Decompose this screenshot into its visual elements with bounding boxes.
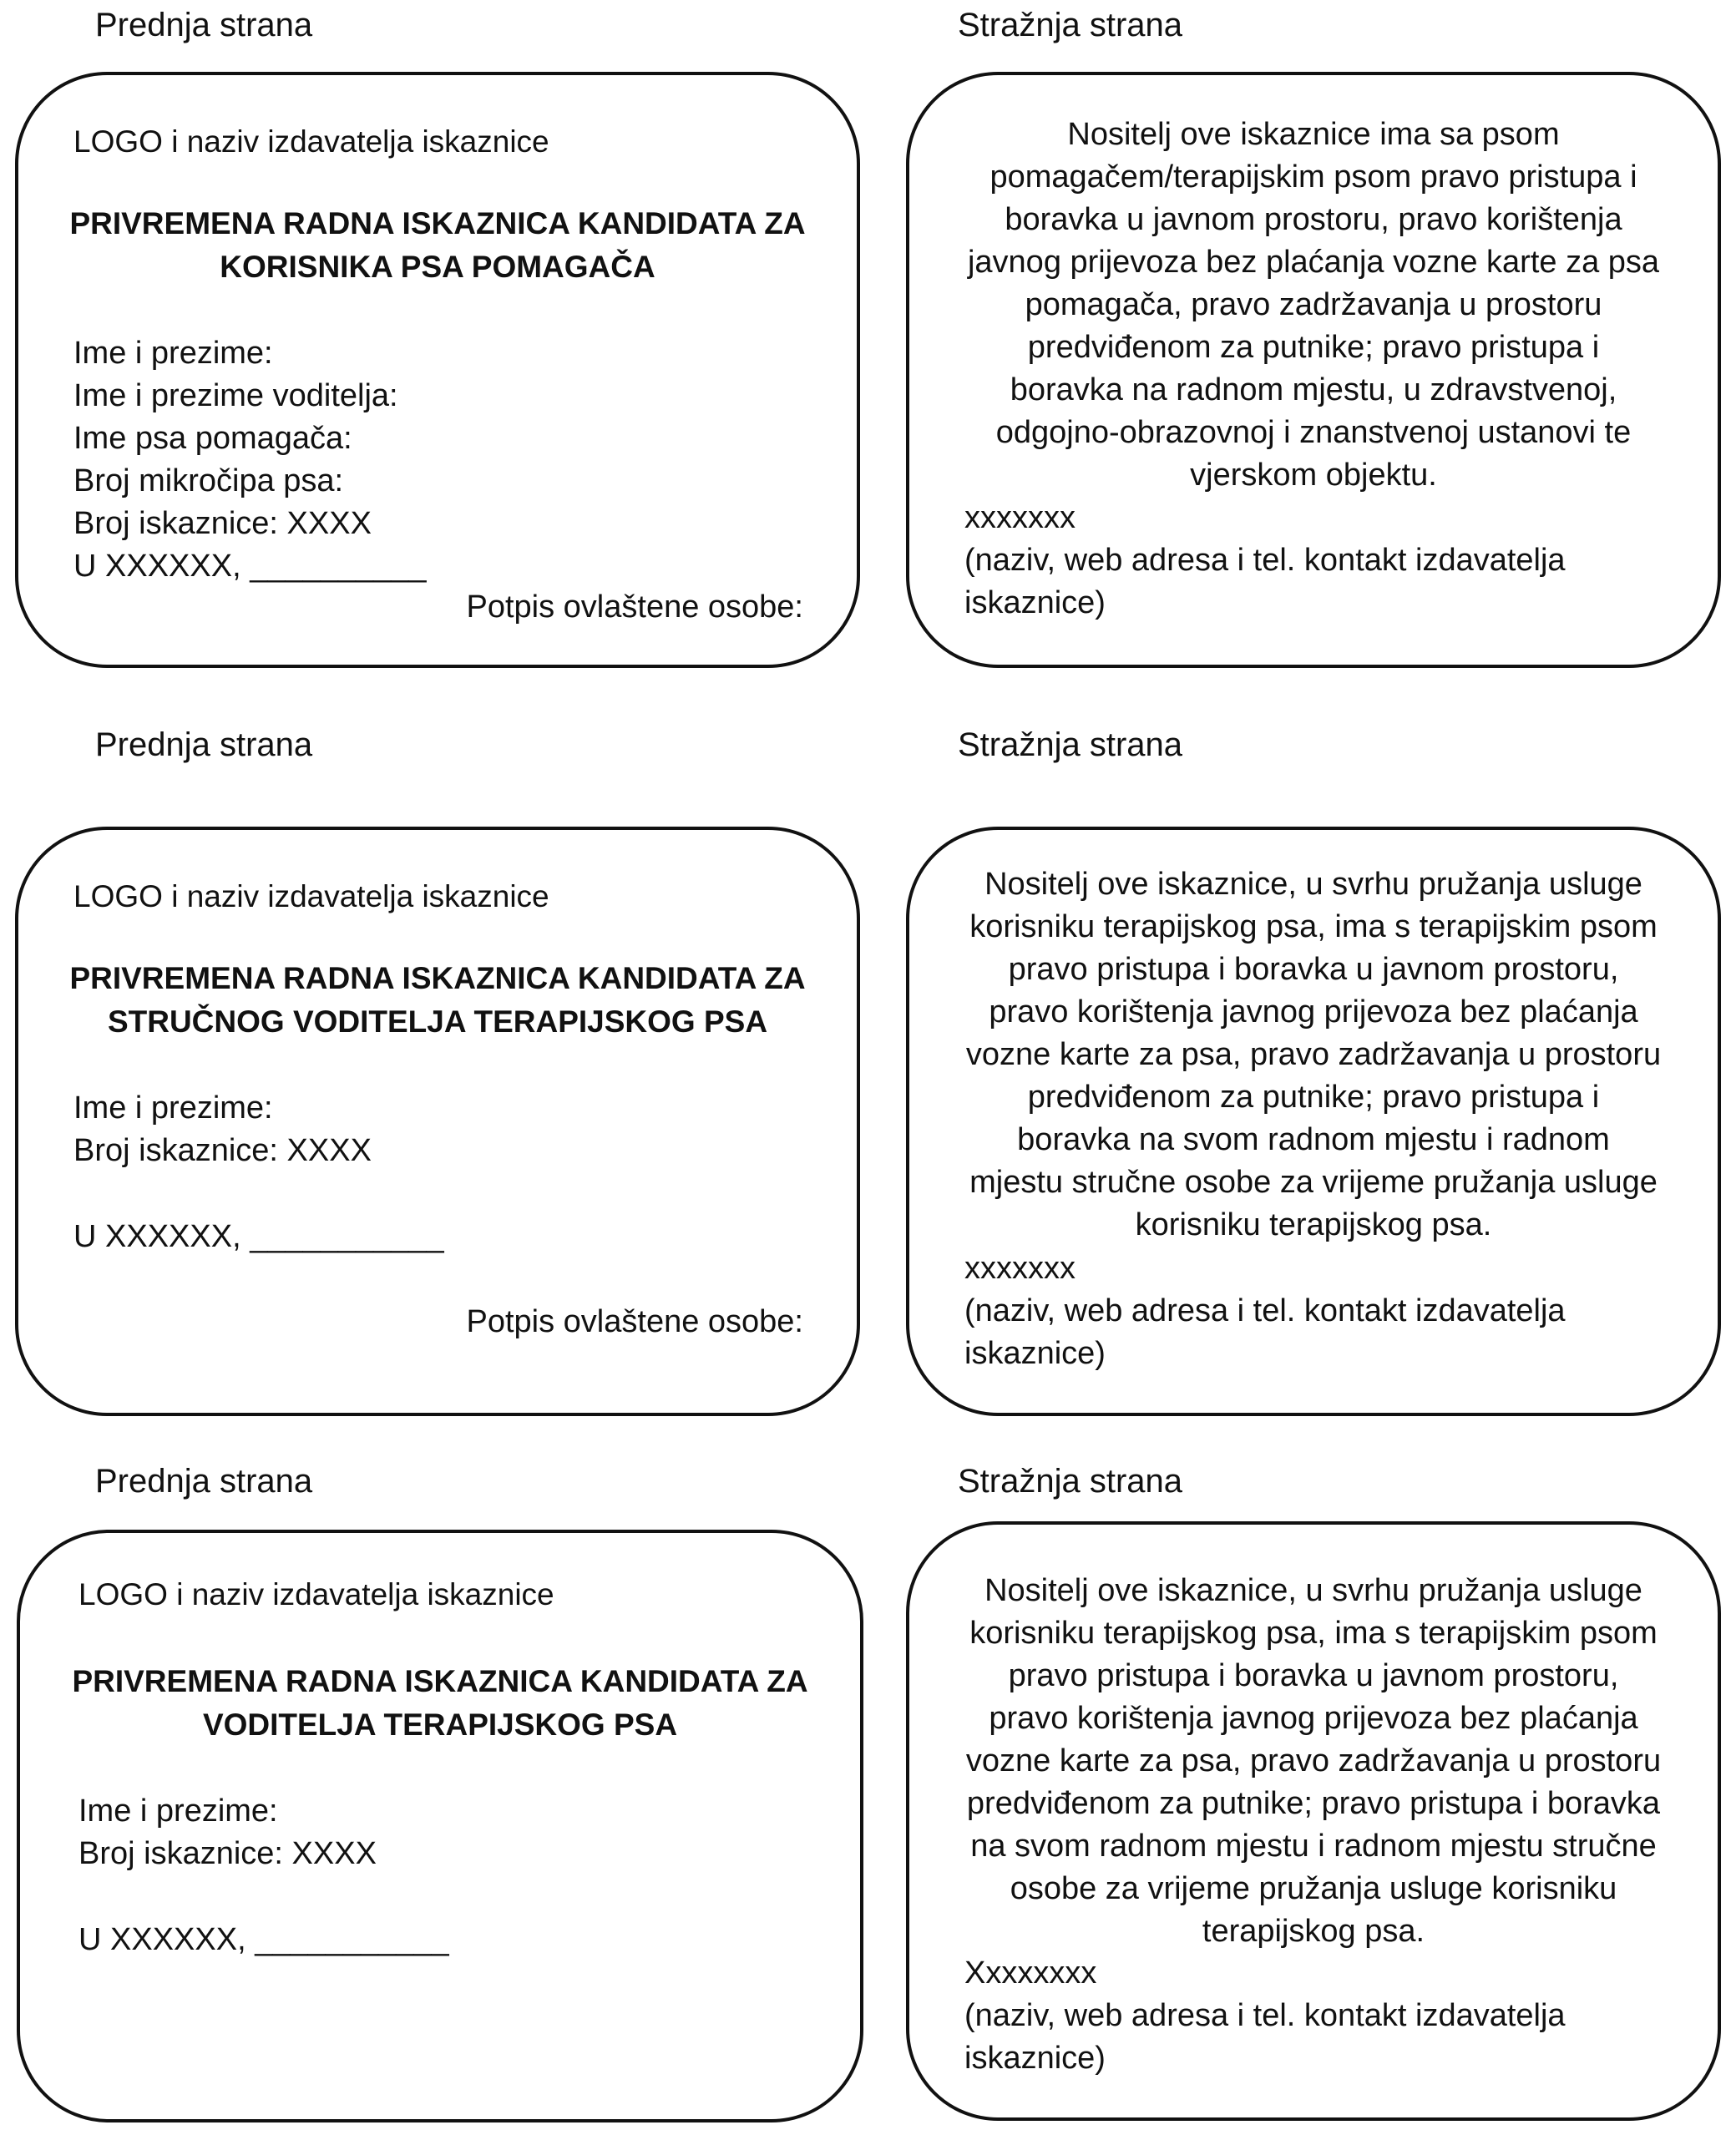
field-name: Ime i prezime: (73, 336, 273, 371)
card-title-line: STRUČNOG VODITELJA TERAPIJSKOG PSA (107, 1004, 768, 1039)
issuer-note: iskaznice) (964, 1336, 1106, 1371)
card-title (35, 202, 840, 289)
issuer-placeholder: xxxxxxx (964, 1251, 1076, 1286)
back-text-line: mjestu stručne osobe za vrijeme pružanja usluge (969, 1165, 1658, 1200)
back-text-line: vozne karte za psa, pravo zadržavanja u prostoru (965, 1037, 1662, 1072)
card-fields (73, 332, 427, 588)
back-text-line: vjerskom objektu. (1190, 458, 1437, 493)
field-handler-name: Ime i prezime voditelja: (73, 378, 398, 413)
back-side-label: Stražnja strana (958, 7, 1183, 43)
issuer-placeholder: Xxxxxxxx (964, 1955, 1097, 1991)
card-title-line: PRIVREMENA RADNA ISKAZNICA KANDIDATA ZA (69, 961, 806, 995)
card-back-text (951, 1570, 1676, 1953)
issuer-info (964, 497, 1668, 625)
back-text-line: pravo korištenja javnog prijevoza bez plaćanja (989, 1701, 1638, 1736)
issuer-info (964, 1247, 1668, 1375)
issuer-info (964, 1952, 1668, 2080)
id-card-front (15, 827, 860, 1416)
card-title (37, 1660, 843, 1747)
back-text-line: korisniku terapijskog psa, ima s terapijskim psom (969, 909, 1658, 944)
back-side-label: Stražnja strana (958, 726, 1183, 763)
front-side-label: Prednja strana (95, 7, 313, 43)
back-text-line: Nositelj ove iskaznice, u svrhu pružanja usluge (984, 867, 1642, 902)
back-text-line: boravka na svom radnom mjestu i radnom (1017, 1122, 1610, 1157)
back-text-line: Nositelj ove iskaznice ima sa psom (1067, 117, 1560, 152)
back-text-line: javnog prijevoza bez plaćanja vozne karte za psa (967, 245, 1660, 280)
issuer-logo-text: LOGO i naziv izdavatelja iskaznice (78, 1577, 554, 1611)
card-title-line: KORISNIKA PSA POMAGAČA (220, 250, 655, 284)
back-text-line: boravka u javnom prostoru, pravo korištenja (1005, 202, 1622, 237)
field-place-date: U XXXXXX, ___________ (73, 1219, 444, 1254)
back-text-line: predviđenom za putnike; pravo pristupa i (1027, 1080, 1600, 1115)
field-microchip: Broj mikročipa psa: (73, 463, 344, 498)
card-fields (73, 1087, 372, 1172)
issuer-note: (naziv, web adresa i tel. kontakt izdavatelja (964, 1293, 1566, 1328)
back-text-line: odgojno-obrazovnoj i znanstvenoj ustanovi te (995, 415, 1632, 450)
issuer-placeholder: xxxxxxx (964, 500, 1076, 535)
issuer-logo-text: LOGO i naziv izdavatelja iskaznice (73, 124, 549, 159)
back-side-label: Stražnja strana (958, 1463, 1183, 1500)
field-dog-name: Ime psa pomagača: (73, 421, 352, 456)
front-side-label: Prednja strana (95, 1463, 313, 1500)
back-text-line: na svom radnom mjestu i radnom mjestu stručne (970, 1829, 1657, 1864)
card-fields (78, 1790, 377, 1875)
back-text-line: pravo pristupa i boravka u javnom prostoru, (1008, 1658, 1619, 1693)
back-text-line: korisniku terapijskog psa, ima s terapijskim psom (969, 1616, 1658, 1651)
back-text-line: pravo korištenja javnog prijevoza bez plaćanja (989, 994, 1638, 1030)
card-title-line: PRIVREMENA RADNA ISKAZNICA KANDIDATA ZA (72, 1664, 808, 1698)
back-text-line: predviđenom za putnike; pravo pristupa i (1027, 330, 1600, 365)
back-text-line: terapijskog psa. (1202, 1914, 1425, 1949)
field-card-number: Broj iskaznice: XXXX (73, 1133, 372, 1168)
issuer-note: (naziv, web adresa i tel. kontakt izdavatelja (964, 1998, 1566, 2033)
field-card-number: Broj iskaznice: XXXX (73, 506, 372, 541)
id-card-back (906, 72, 1721, 668)
back-text-line: boravka na radnom mjestu, u zdravstvenoj, (1010, 372, 1617, 407)
card-back-text (951, 114, 1676, 497)
card-back-text (951, 863, 1676, 1247)
front-side-label: Prednja strana (95, 726, 313, 763)
back-text-line: pomagačem/terapijskim psom pravo pristupa i (989, 159, 1637, 195)
field-place-date: U XXXXXX, ___________ (78, 1922, 449, 1957)
card-title-line: PRIVREMENA RADNA ISKAZNICA KANDIDATA ZA (69, 206, 806, 240)
card-title (35, 957, 840, 1044)
back-text-line: vozne karte za psa, pravo zadržavanja u prostoru (965, 1743, 1662, 1778)
signature-label: Potpis ovlaštene osobe: (466, 589, 803, 625)
field-card-number: Broj iskaznice: XXXX (78, 1836, 377, 1871)
back-text-line: predviđenom za putnike; pravo pristupa i boravka (966, 1786, 1661, 1821)
field-name: Ime i prezime: (73, 1090, 273, 1126)
id-card-front (17, 1530, 863, 2122)
back-text-line: korisniku terapijskog psa. (1135, 1207, 1492, 1242)
back-text-line: Nositelj ove iskaznice, u svrhu pružanja usluge (984, 1573, 1642, 1608)
issuer-note: (naziv, web adresa i tel. kontakt izdavatelja (964, 543, 1566, 578)
back-text-line: osobe za vrijeme pružanja usluge korisniku (1010, 1871, 1617, 1906)
field-place-date: U XXXXXX, __________ (73, 549, 427, 584)
id-card-front (15, 72, 860, 668)
back-text-line: pravo pristupa i boravka u javnom prostoru, (1008, 952, 1619, 987)
issuer-note: iskaznice) (964, 2041, 1106, 2076)
field-name: Ime i prezime: (78, 1794, 278, 1829)
id-card-back (906, 1521, 1721, 2121)
signature-label: Potpis ovlaštene osobe: (466, 1304, 803, 1339)
back-text-line: pomagača, pravo zadržavanja u prostoru (1025, 287, 1602, 322)
issuer-note: iskaznice) (964, 585, 1106, 620)
id-card-back (906, 827, 1721, 1416)
card-title-line: VODITELJA TERAPIJSKOG PSA (202, 1708, 678, 1742)
issuer-logo-text: LOGO i naziv izdavatelja iskaznice (73, 879, 549, 913)
